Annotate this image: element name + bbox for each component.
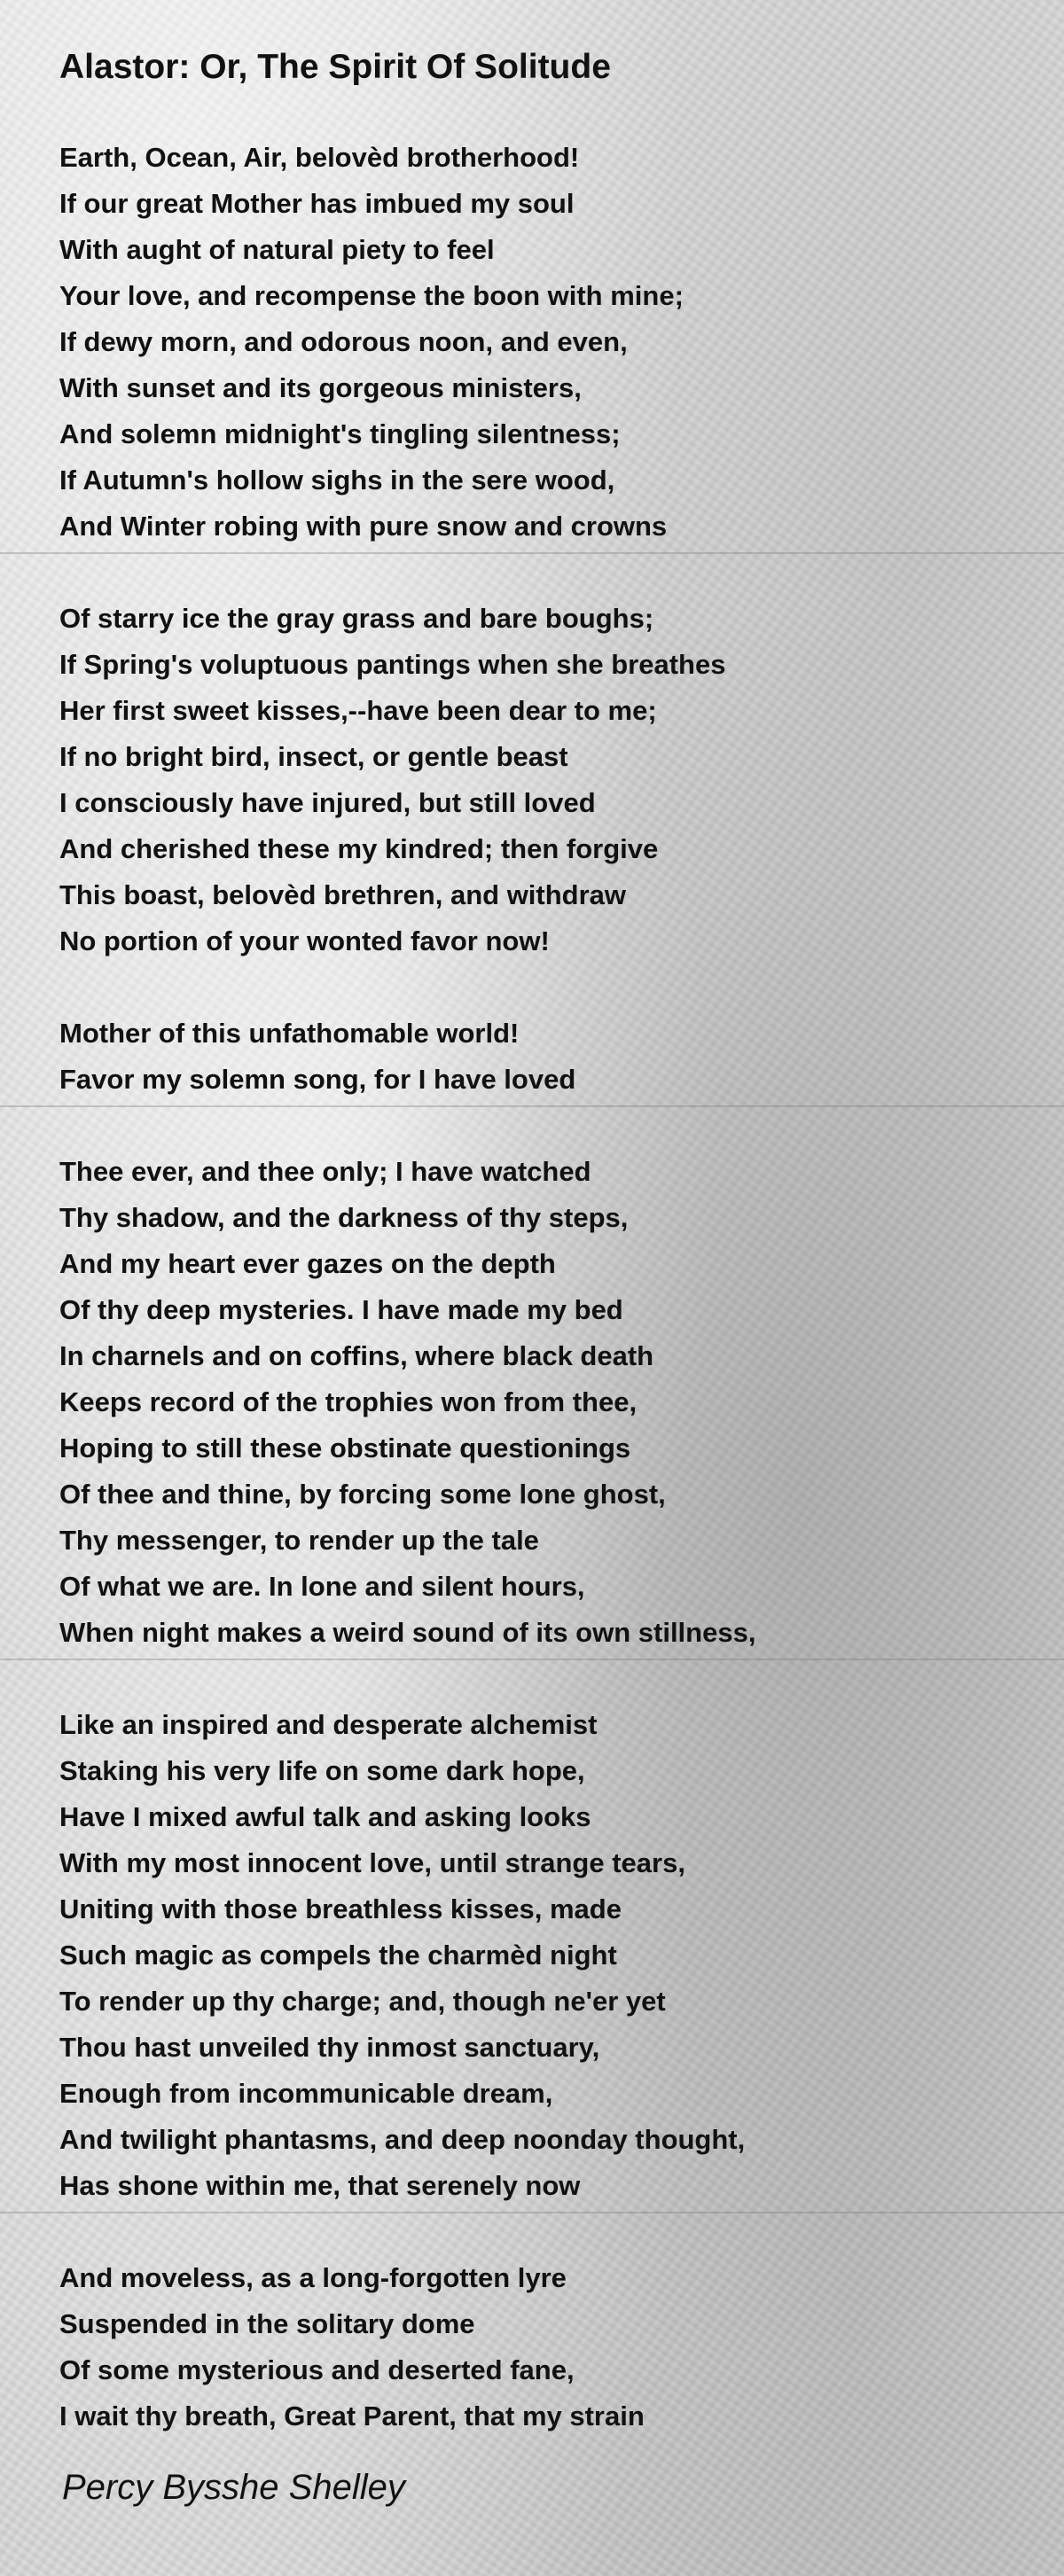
poem-line: I consciously have injured, but still loved (59, 787, 596, 818)
poem-line: And moveless, as a long-forgotten lyre (59, 2262, 567, 2293)
poem-line: Of thee and thine, by forcing some lone ghost, (59, 1479, 666, 1510)
poem-line: And solemn midnight's tingling silentness; (59, 418, 621, 449)
poem-line: To render up thy charge; and, though ne'er yet (59, 1986, 666, 2017)
poem-stanza (59, 1149, 1017, 1656)
poem-line: In charnels and on coffins, where black death (59, 1340, 654, 1371)
poem-line: Of starry ice the gray grass and bare boughs; (59, 603, 654, 634)
poem-line: Thy messenger, to render up the tale (59, 1525, 539, 1556)
poem-line: Uniting with those breathless kisses, made (59, 1893, 622, 1924)
poem-stanza (59, 1702, 1017, 2209)
poem-line: This boast, belovèd brethren, and withdraw (59, 879, 627, 910)
poem-line: With sunset and its gorgeous ministers, (59, 372, 582, 403)
poem-line: Your love, and recompense the boon with mine; (59, 280, 684, 311)
poem-line: If our great Mother has imbued my soul (59, 188, 575, 219)
poem-line: If no bright bird, insect, or gentle beast (59, 741, 568, 772)
poem-line: And twilight phantasms, and deep noonday thought, (59, 2124, 746, 2155)
poem-line: If Autumn's hollow sighs in the sere wood, (59, 464, 615, 496)
poem-stanza (59, 135, 1017, 550)
poem-line: If Spring's voluptuous pantings when she breathes (59, 649, 726, 680)
poem-stanza (59, 596, 1017, 964)
poem-content (59, 46, 1017, 2510)
poem-author: Percy Bysshe Shelley (62, 2468, 405, 2507)
poem-stanza (59, 1011, 1017, 1103)
poem-line: No portion of your wonted favor now! (59, 925, 550, 956)
poem-line: Has shone within me, that serenely now (59, 2170, 581, 2201)
poem-line: With my most innocent love, until strange tears, (59, 1847, 685, 1878)
poem-line: Staking his very life on some dark hope, (59, 1755, 585, 1786)
poem-line: And my heart ever gazes on the depth (59, 1248, 556, 1279)
poem-line: With aught of natural piety to feel (59, 234, 495, 265)
poem-body (59, 135, 1017, 2439)
poem-line: Of thy deep mysteries. I have made my bed (59, 1294, 623, 1325)
poem-line: And Winter robing with pure snow and crowns (59, 511, 668, 542)
poem-line: Thy shadow, and the darkness of thy steps, (59, 1202, 629, 1233)
poem-line: Of some mysterious and deserted fane, (59, 2354, 575, 2385)
poem-line: Such magic as compels the charmèd night (59, 1940, 617, 1971)
poem-line: Her first sweet kisses,--have been dear to me; (59, 695, 657, 726)
poem-line: When night makes a weird sound of its own stillness, (59, 1617, 756, 1648)
poem-line: And cherished these my kindred; then forgive (59, 833, 659, 864)
poem-line: Favor my solemn song, for I have loved (59, 1064, 576, 1095)
poem-line: Hoping to still these obstinate questionings (59, 1432, 631, 1464)
poem-line: Thee ever, and thee only; I have watched (59, 1156, 591, 1187)
poem-line: Thou hast unveiled thy inmost sanctuary, (59, 2032, 600, 2063)
poem-line: I wait thy breath, Great Parent, that my strain (59, 2400, 645, 2432)
poem-line: Mother of this unfathomable world! (59, 1018, 520, 1049)
poem-line: Keeps record of the trophies won from thee, (59, 1386, 638, 1417)
poem-line: Earth, Ocean, Air, belovèd brotherhood! (59, 142, 580, 173)
poem-line: Have I mixed awful talk and asking looks (59, 1801, 591, 1832)
poem-line: Like an inspired and desperate alchemist (59, 1709, 598, 1740)
poem-line: If dewy morn, and odorous noon, and even, (59, 326, 628, 357)
poem-title: Alastor: Or, The Spirit Of Solitude (59, 48, 611, 86)
poem-line: Suspended in the solitary dome (59, 2308, 475, 2339)
poem-stanza (59, 2255, 1017, 2439)
poem-line: Enough from incommunicable dream, (59, 2078, 553, 2109)
poem-line: Of what we are. In lone and silent hours, (59, 1571, 585, 1602)
